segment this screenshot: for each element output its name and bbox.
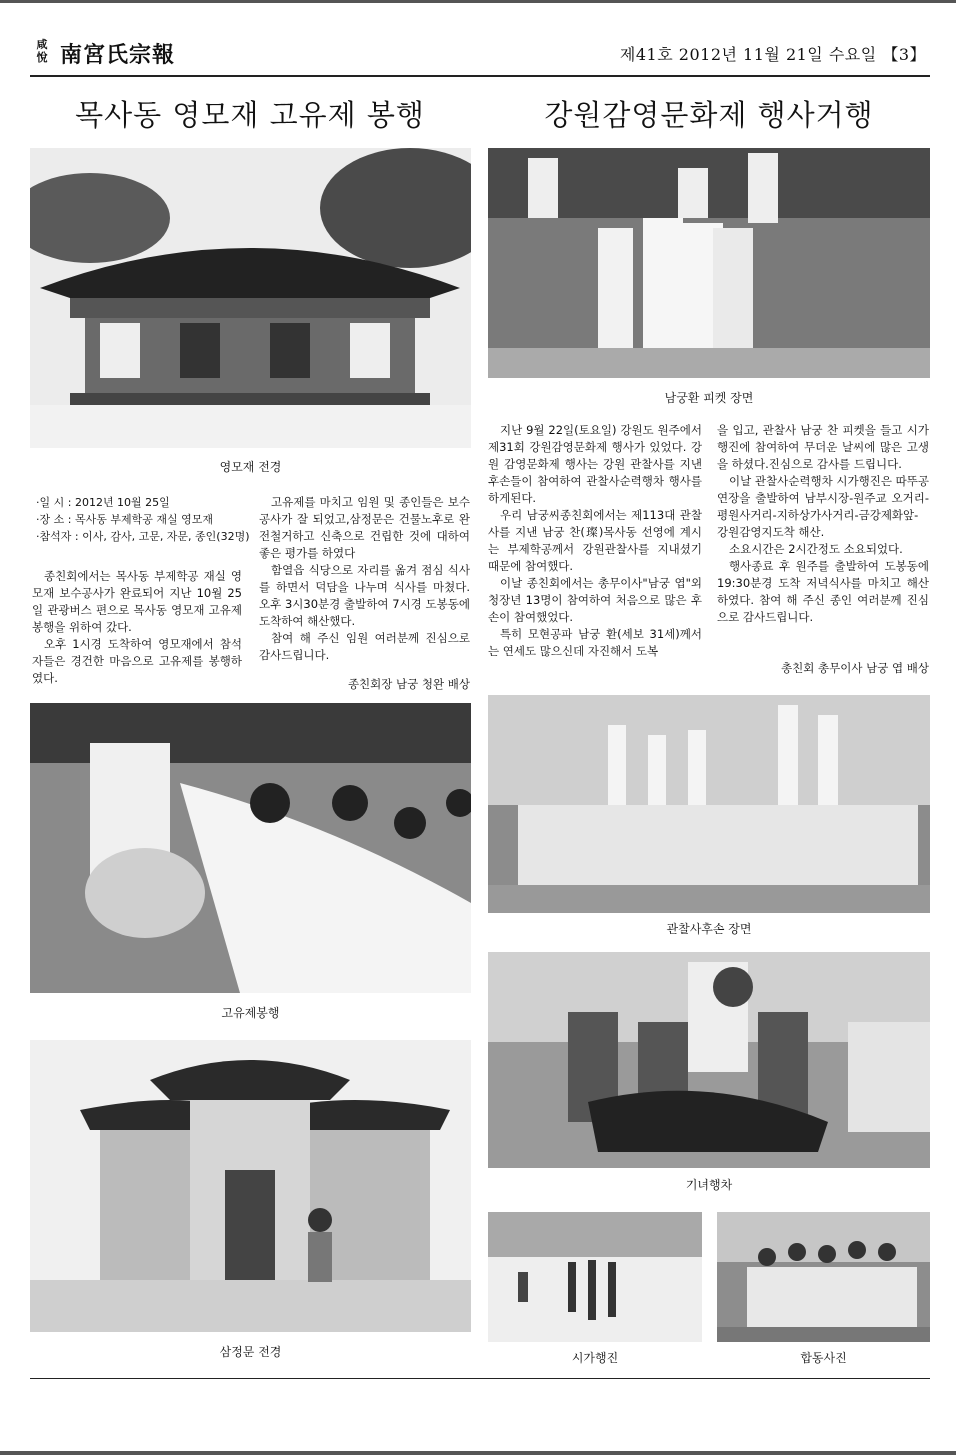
caption-samjeongmun: 삼정문 전경 xyxy=(219,1345,282,1359)
paragraph: 이날 관찰사순력행차 시가행진은 따뚜공연장을 출발하여 남부시장-원주교 오거리-평원사거리-지하상가사거리-금강제화앞-강원감영지도착 해산. xyxy=(717,474,929,539)
right-article-col1 xyxy=(488,422,702,660)
photo-picket xyxy=(488,148,930,378)
paragraph: 이날 종친회에서는 총무이사"남궁 엽"외 청장년 13명이 참여하여 처음으로 많은 후손이 참여했었다. xyxy=(488,576,702,624)
right-headline: 강원감영문화제 행사거행 xyxy=(544,98,874,132)
caption-goyuje: 고유제봉행 xyxy=(221,1006,280,1020)
top-border xyxy=(0,0,956,3)
caption-descendants: 관찰사후손 장면 xyxy=(666,922,752,936)
paragraph: 오후 1시경 도착하여 영모재에서 참석자들은 경건한 마음으로 고유제를 봉행하였다. xyxy=(32,637,242,685)
issue-date: 제41호 2012년 11월 21일 수요일 xyxy=(619,45,877,64)
photo-group xyxy=(717,1212,930,1342)
caption-group: 합동사진 xyxy=(800,1351,847,1365)
photo-descendants xyxy=(488,695,930,913)
masthead-title: 南宮氏宗報 xyxy=(60,42,176,68)
left-article-col1 xyxy=(32,568,242,687)
bottom-border xyxy=(0,1451,956,1455)
caption-ginyeo: 기녀행차 xyxy=(685,1178,733,1192)
event-place: ·장 소 : 목사동 부제학공 재실 영모재 xyxy=(36,513,213,526)
photo-goyuje xyxy=(30,703,471,993)
paragraph: 행사종료 후 원주를 출발하여 도봉동에 19:30분경 도착 저녁식사를 마치고 해산하였다. 참여 해 주신 종인 여러분께 진심으로 감사드립니다. xyxy=(717,559,929,624)
paragraph: 우리 남궁씨종친회에서는 제113대 관찰사를 지낸 남궁 찬(璨)목사동 선영에 계시는 부제학공께서 강원관찰사를 지내셨기 때문에 참여했다. xyxy=(488,508,702,573)
caption-yeongmojae: 영모재 전경 xyxy=(219,460,282,474)
paragraph: 종친회에서는 목사동 부제학공 재실 영모재 보수공사가 완료되어 지난 10월 25일 관광버스 편으로 목사동 영모재 고유제 봉행을 위하여 갔다. xyxy=(32,569,242,634)
caption-street-parade: 시가행진 xyxy=(571,1351,619,1365)
paragraph: 고유제를 마치고 임원 및 종인들은 보수공사가 잘 되었고,삼정문은 건물노후로 완전철거하고 신축으로 건립한 것에 대하여 좋은 평가를 하였다 xyxy=(259,495,470,560)
photo-ginyeo xyxy=(488,952,930,1168)
issue-line xyxy=(620,42,926,65)
left-article-col2 xyxy=(259,494,470,664)
photo-street-parade xyxy=(488,1212,702,1342)
caption-picket: 남궁환 피켓 장면 xyxy=(664,391,754,405)
page-number: 【3】 xyxy=(882,45,926,64)
paragraph: 소요시간은 2시간정도 소요되었다. xyxy=(729,542,903,556)
right-signature: 총친회 총무이사 남궁 엽 배상 xyxy=(781,661,929,675)
left-signature: 종친회장 남궁 청완 배상 xyxy=(347,677,470,691)
paragraph: 참여 해 주신 임원 여러분께 진심으로 감사드립니다. xyxy=(259,631,470,662)
paragraph: 함열읍 식당으로 자리를 옮겨 점심 식사를 하면서 덕담을 나누며 식사를 마쳤다. 오후 3시30분경 출발하여 7시경 도봉동에 도착하여 해산했다. xyxy=(259,563,470,628)
left-headline: 목사동 영모재 고유제 봉행 xyxy=(75,98,425,132)
event-info xyxy=(36,494,261,545)
footer-rule xyxy=(30,1378,930,1379)
event-attendees: ·참석자 : 이사, 감사, 고문, 자문, 종인(32명) xyxy=(36,530,250,543)
paragraph: 지난 9월 22일(토요일) 강원도 원주에서 제31회 강원감영문화제 행사가 있었다. 강원 감영문화제 행사는 강원 관찰사를 지낸 후손들이 참여하여 관찰사순력행차 행사를 하게된다. xyxy=(488,423,702,505)
paragraph: 을 입고, 관찰사 남궁 찬 피켓을 들고 시가행진에 참여하여 무더운 날씨에 많은 고생을 하셨다.진심으로 감사를 드립니다. xyxy=(717,423,929,471)
paragraph: 특히 모현공파 남궁 환(세보 31세)께서는 연세도 많으신데 자진해서 도복 xyxy=(488,627,702,658)
event-date: ·일 시 : 2012년 10월 25일 xyxy=(36,496,170,509)
photo-samjeongmun xyxy=(30,1040,471,1332)
photo-yeongmojae xyxy=(30,148,471,448)
masthead-rule xyxy=(30,75,930,77)
masthead-seal: 咸悅 xyxy=(36,38,48,64)
right-article-col2 xyxy=(717,422,929,626)
